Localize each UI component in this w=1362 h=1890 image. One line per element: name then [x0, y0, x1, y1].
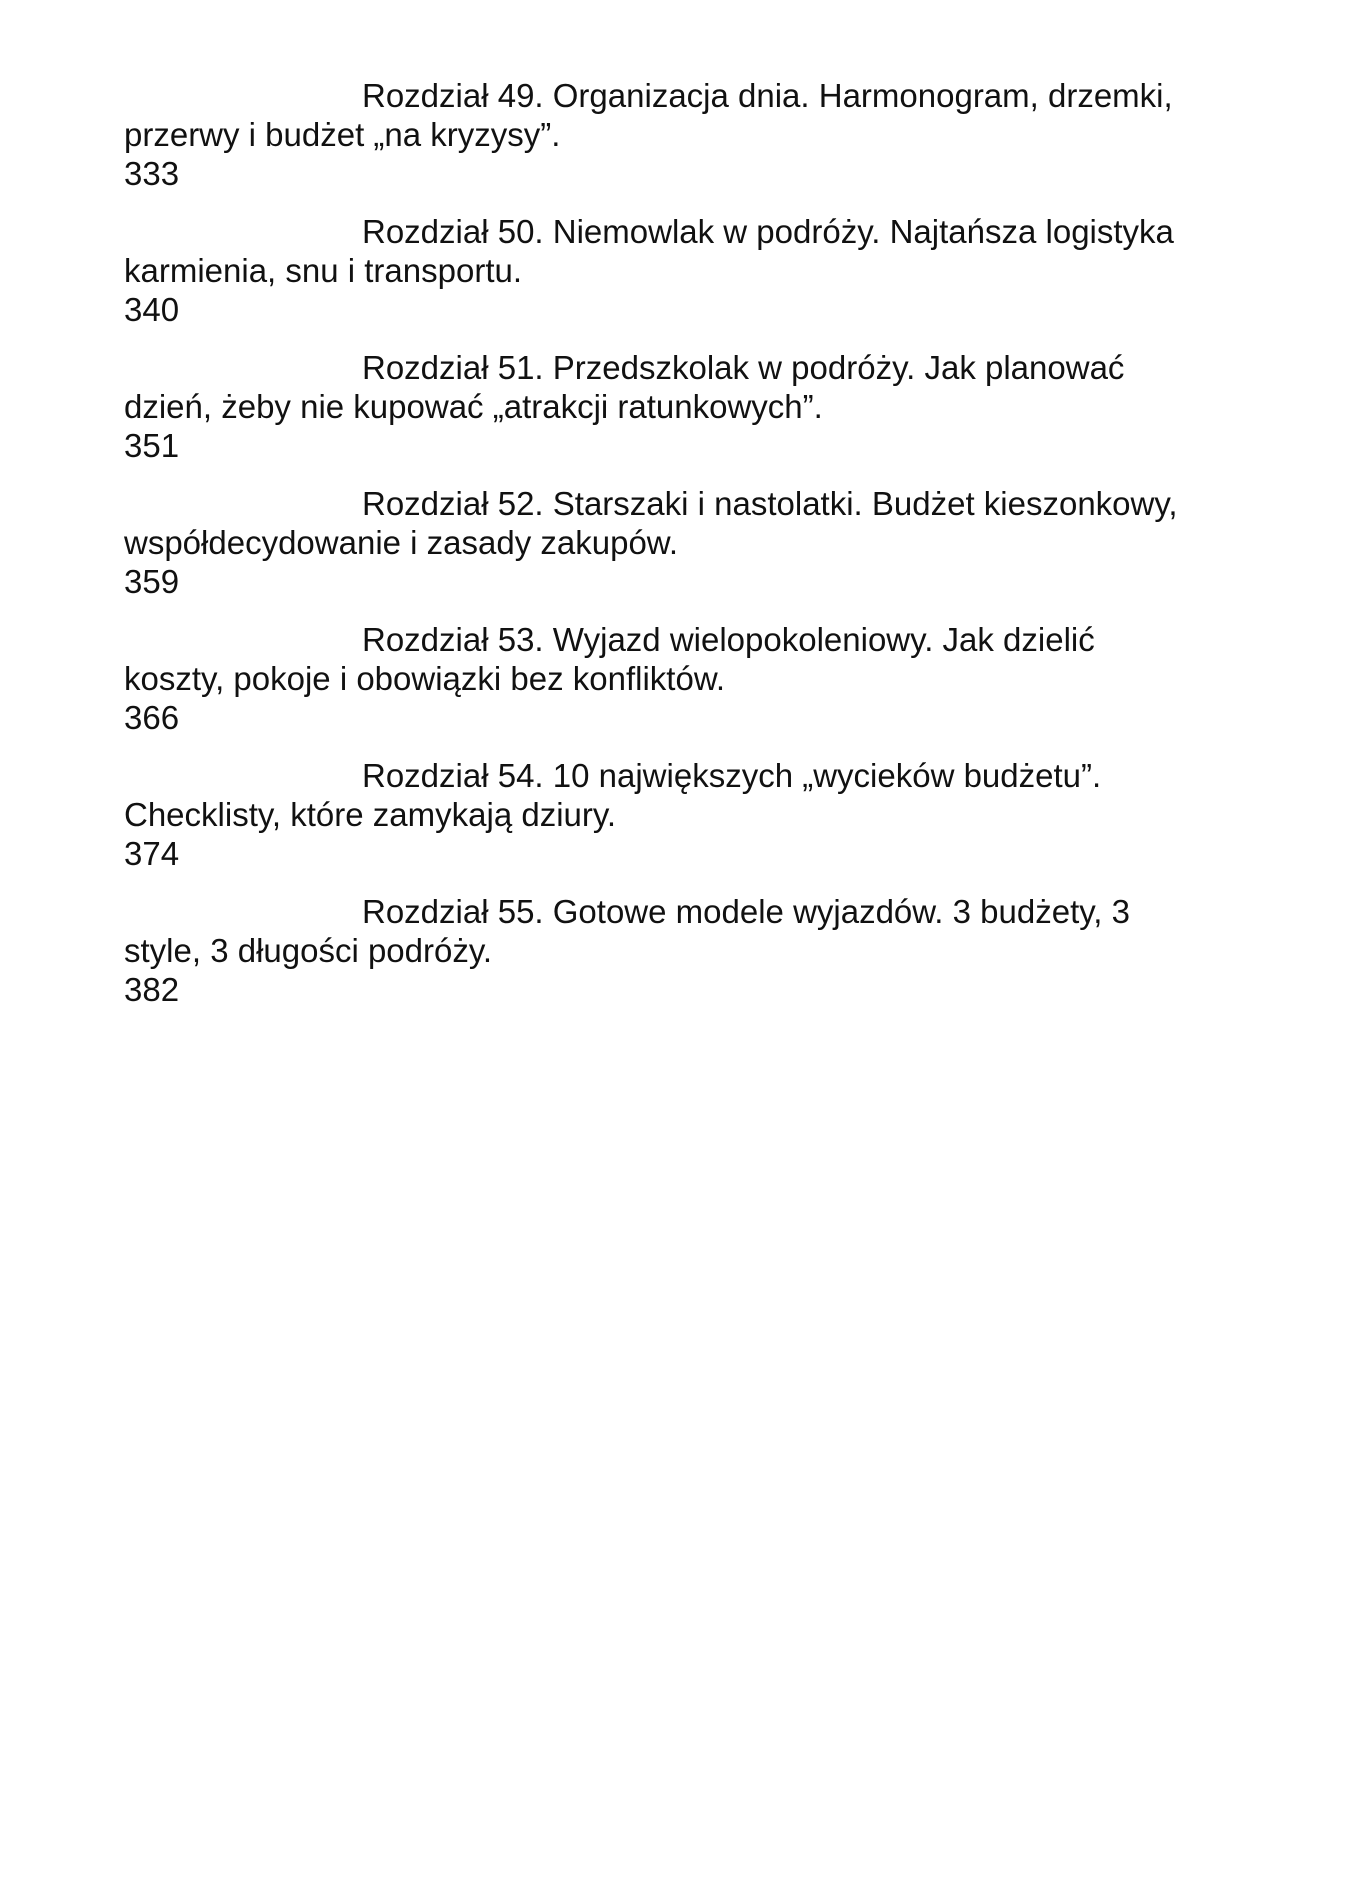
toc-entry-title-line-2: karmienia, snu i transportu.: [124, 252, 523, 289]
toc-entry-50: [124, 212, 1254, 329]
table-of-contents: [124, 76, 1254, 1028]
toc-entry-title-line-1: Rozdział 54. 10 największych „wycieków budżetu”.: [362, 757, 1102, 794]
toc-entry-title: [124, 212, 1254, 290]
toc-entry-title-line-1: Rozdział 53. Wyjazd wielopokoleniowy. Jak dzielić: [362, 621, 1095, 658]
toc-entry-title: [124, 484, 1254, 562]
toc-entry-title: [124, 892, 1254, 970]
toc-entry-page-number: 366: [124, 699, 180, 736]
toc-entry-53: [124, 620, 1254, 737]
toc-entry-title-line-1: Rozdział 50. Niemowlak w podróży. Najtańsza logistyka: [362, 213, 1174, 250]
toc-entry-52: [124, 484, 1254, 601]
toc-entry-54: [124, 756, 1254, 873]
toc-entry-title-line-2: przerwy i budżet „na kryzysy”.: [124, 116, 561, 153]
toc-entry-title: [124, 756, 1254, 834]
toc-entry-55: [124, 892, 1254, 1009]
toc-entry-title: [124, 348, 1254, 426]
toc-entry-title: [124, 620, 1254, 698]
toc-entry-49: [124, 76, 1254, 193]
toc-entry-page-number: 359: [124, 563, 180, 600]
toc-entry-title-line-2: style, 3 długości podróży.: [124, 932, 493, 969]
toc-entry-title-line-2: koszty, pokoje i obowiązki bez konfliktów.: [124, 660, 726, 697]
toc-entry-page-number: 374: [124, 835, 180, 872]
toc-entry-title-line-2: Checklisty, które zamykają dziury.: [124, 796, 617, 833]
toc-entry-title-line-1: Rozdział 52. Starszaki i nastolatki. Budżet kieszonkowy,: [362, 485, 1178, 522]
toc-entry-page-number: 333: [124, 155, 180, 192]
toc-entry-title-line-1: Rozdział 51. Przedszkolak w podróży. Jak planować: [362, 349, 1125, 386]
toc-entry-title-line-1: Rozdział 55. Gotowe modele wyjazdów. 3 budżety, 3: [362, 893, 1130, 930]
toc-entry-page-number: 351: [124, 427, 180, 464]
toc-entry-page-number: 382: [124, 971, 180, 1008]
toc-entry-title: [124, 76, 1254, 154]
toc-entry-title-line-2: współdecydowanie i zasady zakupów.: [124, 524, 678, 561]
toc-entry-title-line-2: dzień, żeby nie kupować „atrakcji ratunkowych”.: [124, 388, 823, 425]
toc-entry-51: [124, 348, 1254, 465]
toc-entry-page-number: 340: [124, 291, 180, 328]
toc-entry-title-line-1: Rozdział 49. Organizacja dnia. Harmonogram, drzemki,: [362, 77, 1173, 114]
